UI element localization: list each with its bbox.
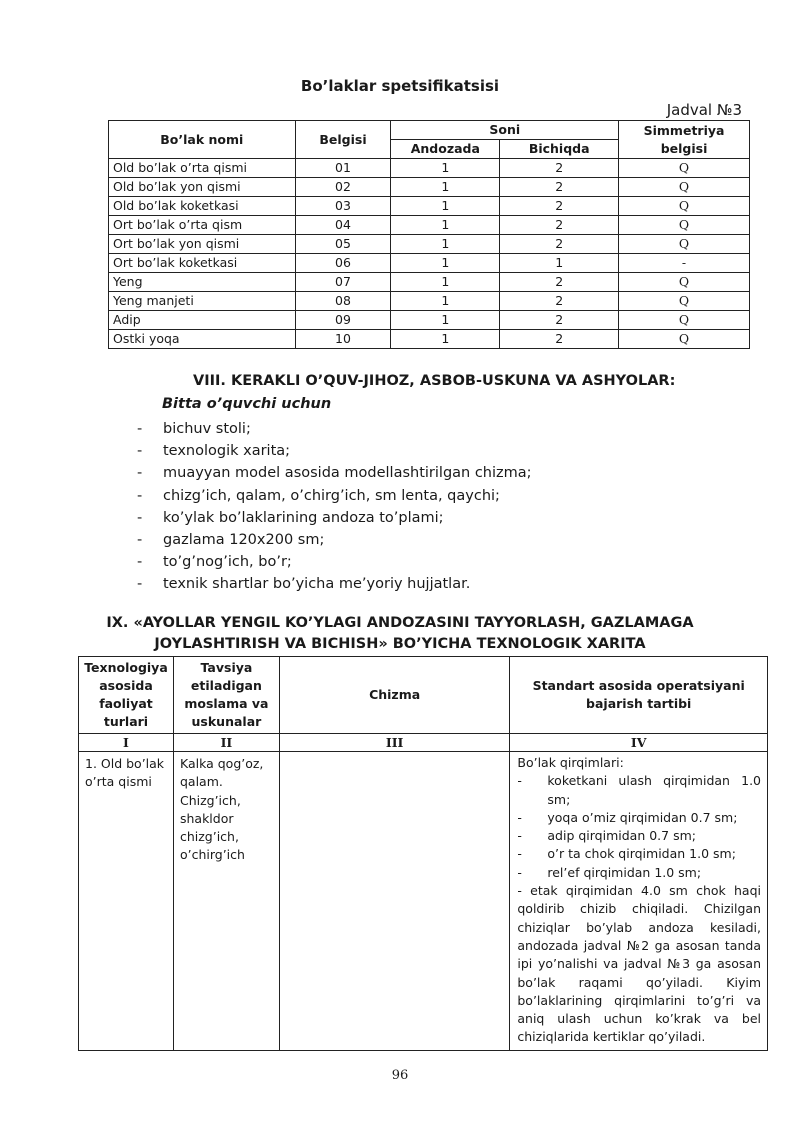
section9-heading-line2: JOYLASHTIRISH VA BICHISH» BO’YICHA TEXNOLOGIK XARITA: [154, 636, 646, 652]
roman-3: III: [279, 734, 510, 752]
tech-tools-cell: [173, 752, 279, 1051]
symmetry-mark: -: [619, 254, 750, 273]
part-name: Old bo’lak o’rta qismi: [109, 159, 296, 178]
cut-count: 2: [500, 159, 619, 178]
roman-4: IV: [510, 734, 768, 752]
list-item: [517, 809, 761, 827]
section9-heading-line1: IX. «AYOLLAR YENGIL KO’YLAGI ANDOZASINI TAYYORLASH, GAZLAMAGA: [106, 615, 694, 631]
list-item: [517, 845, 761, 863]
symmetry-mark: Q: [619, 159, 750, 178]
header-pattern: Andozada: [391, 140, 500, 159]
part-name: Yeng manjeti: [109, 292, 296, 311]
list-item-text: to’g’nog’ich, bo’r;: [163, 554, 292, 571]
ops-note: - etak qirqimidan 4.0 sm chok haqi qoldirib chizib chiqiladi. Chizilgan chiziqlar bo’ylab andoza kesiladi, andozada jadval №2 ga asosan tanda ipi yo’nalishi va jadval №3 ga asosan bo’lak raqami qo’yiladi. Kiyim bo’laklarining qirqimlarini to’g’ri va aniq ulash uchun ko’krak va bel chiziqlarida kertiklar qo’yiladi.: [517, 883, 761, 1045]
pattern-count: 1: [391, 311, 500, 330]
part-name: Old bo’lak koketkasi: [109, 197, 296, 216]
list-item-text: muayyan model asosida modellashtirilgan chizma;: [163, 465, 532, 482]
header-name: Bo’lak nomi: [109, 121, 296, 159]
tech-activity: 1. Old bo’lak o’rta qismi: [85, 756, 165, 790]
part-name: Adip: [109, 311, 296, 330]
tech-header-activity: Texnologiya asosida faoliyat turlari: [79, 657, 174, 734]
table-row: [109, 254, 750, 273]
part-code: 07: [295, 273, 391, 292]
symmetry-mark: Q: [619, 216, 750, 235]
symmetry-mark: Q: [619, 273, 750, 292]
table-row: [109, 216, 750, 235]
list-item-text: ko’ylak bo’laklarining andoza to’plami;: [163, 509, 444, 526]
part-code: 08: [295, 292, 391, 311]
symmetry-mark: Q: [619, 311, 750, 330]
pattern-count: 1: [391, 159, 500, 178]
pattern-count: 1: [391, 197, 500, 216]
dash-bullet-icon: -: [137, 487, 143, 504]
list-item-text: texnik shartlar bo’yicha me’yoriy hujjatlar.: [163, 576, 471, 593]
cut-count: 2: [500, 311, 619, 330]
cut-count: 2: [500, 292, 619, 311]
part-name: Ostki yoqa: [109, 330, 296, 349]
dash-bullet-icon: -: [137, 576, 143, 593]
list-item: [137, 529, 532, 551]
dash-bullet-icon: -: [137, 421, 143, 437]
table-row: [109, 330, 750, 349]
list-item-text: texnologik xarita;: [163, 443, 291, 460]
pattern-count: 1: [391, 235, 500, 254]
ops-intro: Bo’lak qirqimlari:: [517, 755, 624, 770]
part-code: 04: [295, 216, 391, 235]
part-code: 01: [295, 159, 391, 178]
tech-header-tools: Tavsiya etiladigan moslama va uskunalar: [173, 657, 279, 734]
list-item: [517, 827, 761, 845]
dash-bullet-icon: -: [517, 846, 522, 862]
part-code: 06: [295, 254, 391, 273]
op-item-text: rel’ef qirqimidan 1.0 sm;: [547, 864, 702, 880]
section8-heading: VIII. KERAKLI O’QUV-JIHOZ, ASBOB-USKUNA VA ASHYOLAR:: [193, 373, 676, 389]
tools-list: [137, 418, 532, 596]
op-item-text: o’r ta chok qirqimidan 1.0 sm;: [547, 846, 736, 862]
part-name: Ort bo’lak o’rta qism: [109, 216, 296, 235]
cut-count: 2: [500, 273, 619, 292]
tech-drawing-cell: [279, 752, 510, 1051]
list-item: [137, 440, 532, 462]
list-item: [137, 551, 532, 573]
roman-1: I: [79, 734, 174, 752]
list-item: [137, 485, 532, 507]
part-name: Yeng: [109, 273, 296, 292]
list-item-text: bichuv stoli;: [163, 421, 251, 437]
header-count: Soni: [391, 121, 619, 140]
header-code: Belgisi: [295, 121, 391, 159]
cut-count: 2: [500, 330, 619, 349]
cut-count: 1: [500, 254, 619, 273]
roman-2: II: [173, 734, 279, 752]
op-item-text: adip qirqimidan 0.7 sm;: [547, 828, 696, 844]
pattern-count: 1: [391, 216, 500, 235]
dash-bullet-icon: -: [137, 554, 143, 571]
symmetry-mark: Q: [619, 197, 750, 216]
table-row: [109, 235, 750, 254]
tech-header-drawing: Chizma: [279, 657, 510, 734]
spec-table: [108, 120, 750, 349]
section9-heading: [60, 613, 740, 655]
dash-bullet-icon: -: [137, 465, 143, 482]
page-number: 96: [391, 1068, 409, 1083]
pattern-count: 1: [391, 178, 500, 197]
table-row: [109, 311, 750, 330]
dash-bullet-icon: -: [517, 809, 522, 825]
tech-header-operations: Standart asosida operatsiyani bajarish tartibi: [510, 657, 768, 734]
dash-bullet-icon: -: [137, 531, 143, 548]
spec-title: Bo’laklar spetsifikatsisi: [300, 77, 500, 95]
cut-count: 2: [500, 235, 619, 254]
table-row: [109, 178, 750, 197]
symmetry-mark: Q: [619, 330, 750, 349]
table-row: [109, 273, 750, 292]
header-cut: Bichiqda: [500, 140, 619, 159]
pattern-count: 1: [391, 292, 500, 311]
symmetry-mark: Q: [619, 292, 750, 311]
part-code: 10: [295, 330, 391, 349]
tech-tools: Kalka qog’oz, qalam. Chizg’ich, shakldor chizg’ich, o’chirg’ich: [179, 756, 264, 863]
part-name: Old bo’lak yon qismi: [109, 178, 296, 197]
part-code: 05: [295, 235, 391, 254]
tech-operations: [511, 753, 766, 1049]
part-code: 02: [295, 178, 391, 197]
list-item: [137, 573, 532, 595]
pattern-count: 1: [391, 254, 500, 273]
header-symmetry: Simmetriya belgisi: [619, 121, 750, 159]
list-item-text: gazlama 120x200 sm;: [163, 531, 325, 548]
dash-bullet-icon: -: [137, 509, 143, 526]
tech-map-table: [78, 656, 768, 1051]
pattern-count: 1: [391, 273, 500, 292]
list-item: [517, 772, 761, 809]
list-item: [517, 864, 761, 882]
cut-count: 2: [500, 216, 619, 235]
ops-items: [517, 772, 761, 882]
section8-subheading: Bitta o’quvchi uchun: [162, 396, 332, 412]
symmetry-mark: Q: [619, 235, 750, 254]
tech-activity-cell: [79, 752, 174, 1051]
op-item-text: yoqa o’miz qirqimidan 0.7 sm;: [547, 809, 738, 825]
cut-count: 2: [500, 197, 619, 216]
dash-bullet-icon: -: [517, 828, 522, 844]
symmetry-mark: Q: [619, 178, 750, 197]
pattern-count: 1: [391, 330, 500, 349]
part-name: Ort bo’lak yon qismi: [109, 235, 296, 254]
list-item: [137, 462, 532, 484]
cut-count: 2: [500, 178, 619, 197]
table-row: [109, 292, 750, 311]
list-item: [137, 507, 532, 529]
table-label: Jadval №3: [666, 101, 742, 119]
table-row: [109, 159, 750, 178]
part-code: 09: [295, 311, 391, 330]
dash-bullet-icon: -: [137, 443, 143, 460]
tech-operations-cell: [510, 752, 768, 1051]
list-item: [137, 418, 532, 440]
part-code: 03: [295, 197, 391, 216]
dash-bullet-icon: -: [517, 773, 522, 789]
op-item-text: koketkani ulash qirqimidan 1.0 sm;: [547, 773, 761, 807]
dash-bullet-icon: -: [517, 864, 522, 880]
list-item-text: chizg’ich, qalam, o’chirg’ich, sm lenta, qaychi;: [163, 487, 500, 504]
table-row: [109, 197, 750, 216]
spec-table-body: [109, 159, 750, 349]
part-name: Ort bo’lak koketkasi: [109, 254, 296, 273]
